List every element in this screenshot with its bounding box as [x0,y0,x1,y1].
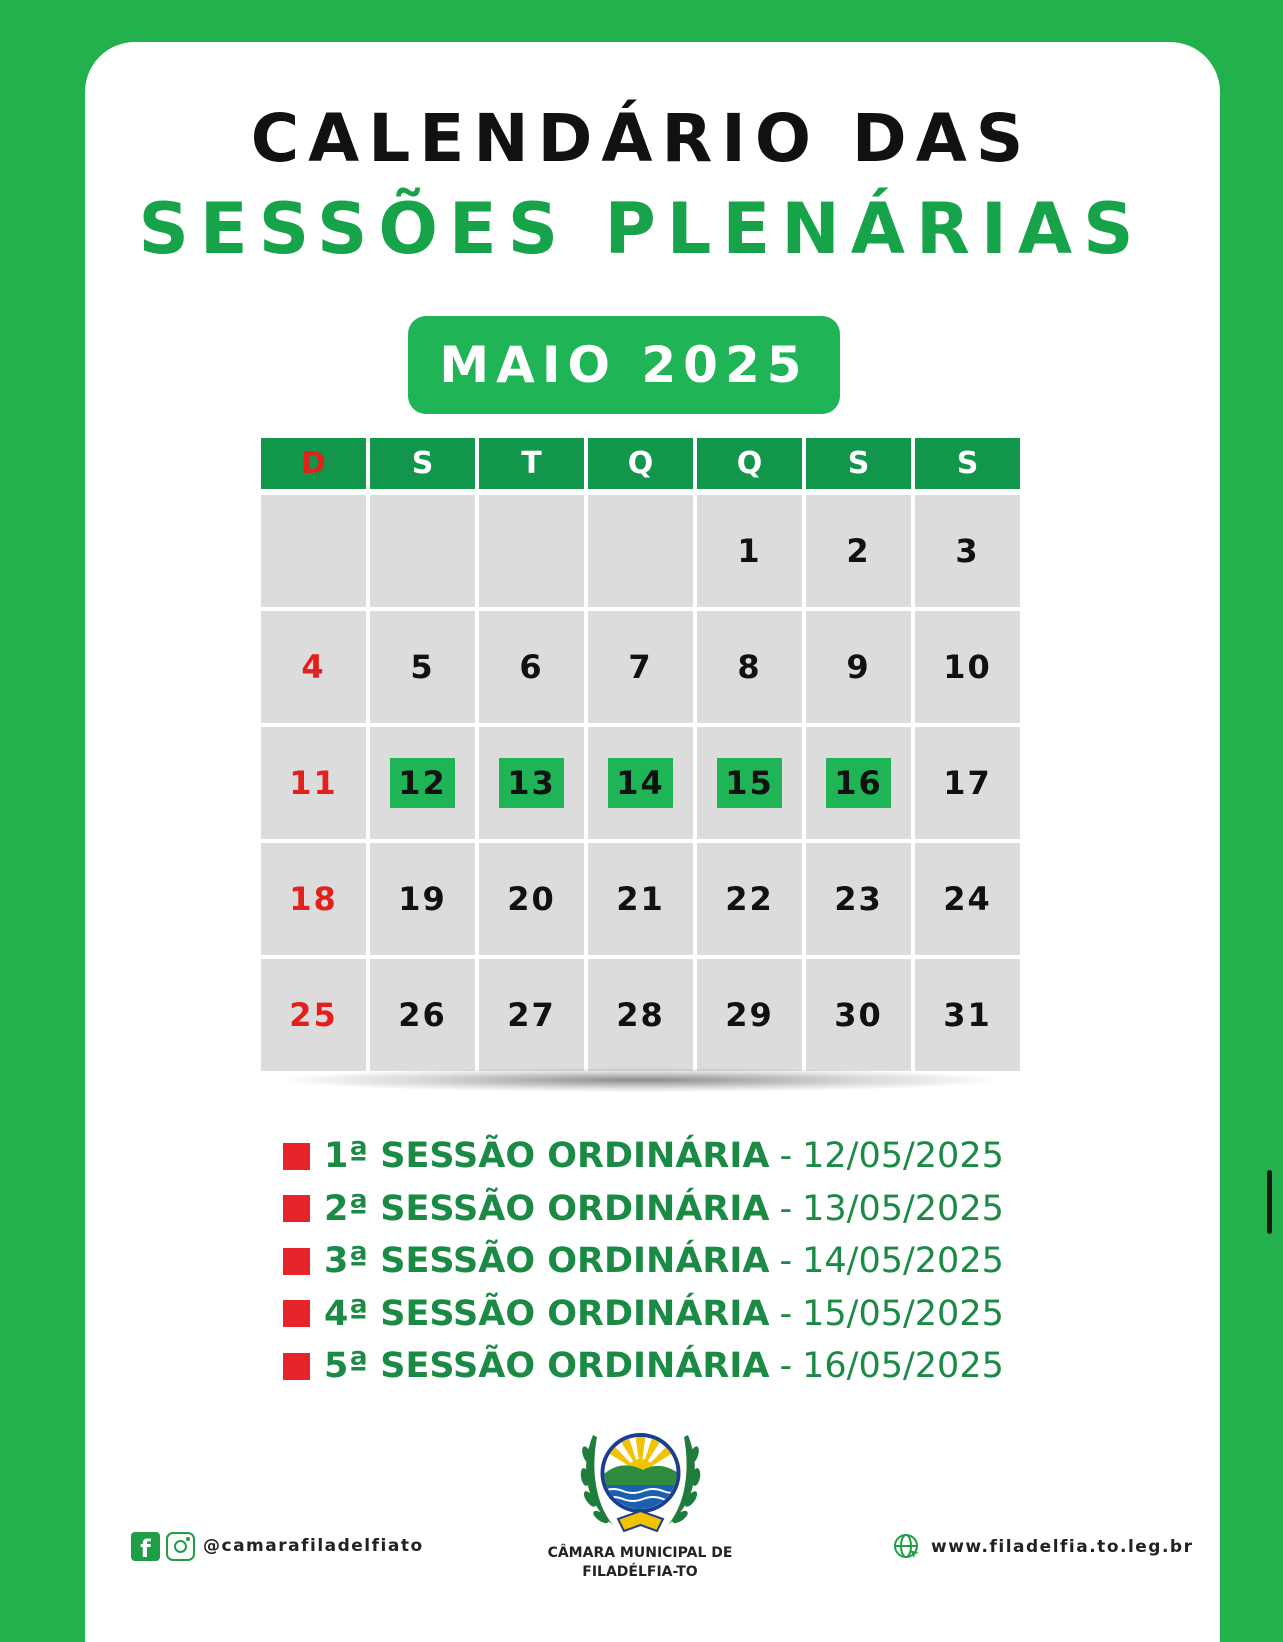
session-item [283,1130,1043,1183]
day-number: 29 [725,996,774,1034]
bullet-square-icon [283,1248,310,1275]
calendar-day [479,611,584,723]
weekday-header: T [479,438,584,489]
calendar-weeks [261,495,1023,1071]
day-number: 15 [717,758,782,808]
calendar-day [261,843,366,955]
calendar-day [915,959,1020,1071]
scrollbar-thumb[interactable] [1267,1170,1272,1234]
weekday-header-row [261,438,1023,489]
day-number: 13 [499,758,564,808]
calendar-empty-cell [588,495,693,607]
day-number: 4 [301,648,326,686]
calendar-day [806,611,911,723]
calendar-day [915,611,1020,723]
calendar-week-row [261,959,1023,1071]
day-number: 8 [737,648,762,686]
calendar-day [697,611,802,723]
day-number: 21 [616,880,665,918]
day-number: 3 [955,532,980,570]
day-number: 7 [628,648,653,686]
calendar-session-day [806,727,911,839]
calendar-day [261,611,366,723]
title-line-2: SESSÕES PLENÁRIAS [138,188,1145,270]
social-handle[interactable]: @camarafiladelfiato [203,1536,424,1556]
bullet-square-icon [283,1143,310,1170]
weekday-header: D [261,438,366,489]
calendar-day [588,843,693,955]
calendar-day [806,495,911,607]
session-date: 15/05/2025 [802,1293,1004,1334]
day-number: 31 [943,996,992,1034]
calendar-day [588,959,693,1071]
calendar-shadow [280,1068,1000,1092]
session-date: 13/05/2025 [802,1188,1004,1229]
session-separator: - [779,1241,793,1282]
session-item [283,1183,1043,1236]
website-footer [893,1532,1194,1562]
calendar-day [915,843,1020,955]
day-number: 2 [846,532,871,570]
session-list [283,1130,1043,1393]
session-item [283,1235,1043,1288]
session-date: 16/05/2025 [802,1346,1004,1387]
calendar-day [261,959,366,1071]
day-number: 17 [943,764,992,802]
session-name: 1ª SESSÃO ORDINÁRIA [324,1136,770,1177]
calendar-day [370,611,475,723]
session-name: 2ª SESSÃO ORDINÁRIA [324,1188,770,1229]
day-number: 5 [410,648,435,686]
day-number: 24 [943,880,992,918]
session-separator: - [779,1346,793,1387]
day-number: 18 [289,880,338,918]
session-item [283,1288,1043,1341]
instagram-icon[interactable] [166,1532,195,1561]
day-number: 19 [398,880,447,918]
calendar-session-day [370,727,475,839]
calendar-day [806,959,911,1071]
day-number: 1 [737,532,762,570]
calendar-day [588,611,693,723]
calendar-session-day [588,727,693,839]
day-number: 10 [943,648,992,686]
weekday-header: S [370,438,475,489]
calendar-session-day [697,727,802,839]
day-number: 25 [289,996,338,1034]
calendar-week-row [261,611,1023,723]
calendar-day [261,727,366,839]
session-separator: - [779,1293,793,1334]
session-separator: - [779,1188,793,1229]
calendar-session-day [479,727,584,839]
session-name: 4ª SESSÃO ORDINÁRIA [324,1293,770,1334]
calendar-day [479,959,584,1071]
session-date: 12/05/2025 [802,1136,1004,1177]
bullet-square-icon [283,1195,310,1222]
day-number: 22 [725,880,774,918]
calendar-day [915,727,1020,839]
calendar-week-row [261,843,1023,955]
day-number: 30 [834,996,883,1034]
globe-icon[interactable] [893,1533,921,1561]
session-name: 3ª SESSÃO ORDINÁRIA [324,1241,770,1282]
calendar-empty-cell [479,495,584,607]
weekday-header: Q [697,438,802,489]
bullet-square-icon [283,1300,310,1327]
day-number: 26 [398,996,447,1034]
calendar-day [697,959,802,1071]
calendar-day [806,843,911,955]
title-line-1: CALENDÁRIO DAS [250,100,1033,177]
organization-name-line-2: FILADÉLFIA-TO [582,1564,698,1580]
calendar-day [697,495,802,607]
weekday-header: S [915,438,1020,489]
day-number: 14 [608,758,673,808]
organization-name-line-1: CÂMARA MUNICIPAL DE [547,1545,733,1561]
day-number: 23 [834,880,883,918]
day-number: 27 [507,996,556,1034]
day-number: 12 [390,758,455,808]
calendar-day [697,843,802,955]
day-number: 6 [519,648,544,686]
day-number: 11 [289,764,338,802]
organization-name [520,1544,760,1582]
day-number: 28 [616,996,665,1034]
calendar-empty-cell [370,495,475,607]
day-number: 20 [507,880,556,918]
bullet-square-icon [283,1353,310,1380]
website-url[interactable]: www.filadelfia.to.leg.br [931,1537,1194,1557]
calendar-grid [261,438,1023,1075]
calendar-week-row [261,495,1023,607]
session-item [283,1340,1043,1393]
month-label: MAIO 2025 [408,316,840,414]
calendar-week-row [261,727,1023,839]
calendar-empty-cell [261,495,366,607]
weekday-header: Q [588,438,693,489]
calendar-day [479,843,584,955]
weekday-header: S [806,438,911,489]
facebook-icon[interactable]: f [131,1532,160,1561]
social-footer [131,1531,424,1561]
session-separator: - [779,1136,793,1177]
session-name: 5ª SESSÃO ORDINÁRIA [324,1346,770,1387]
calendar-day [370,843,475,955]
day-number: 9 [846,648,871,686]
calendar-day [915,495,1020,607]
day-number: 16 [826,758,891,808]
coat-of-arms-logo [573,1415,708,1545]
calendar-day [370,959,475,1071]
session-date: 14/05/2025 [802,1241,1004,1282]
